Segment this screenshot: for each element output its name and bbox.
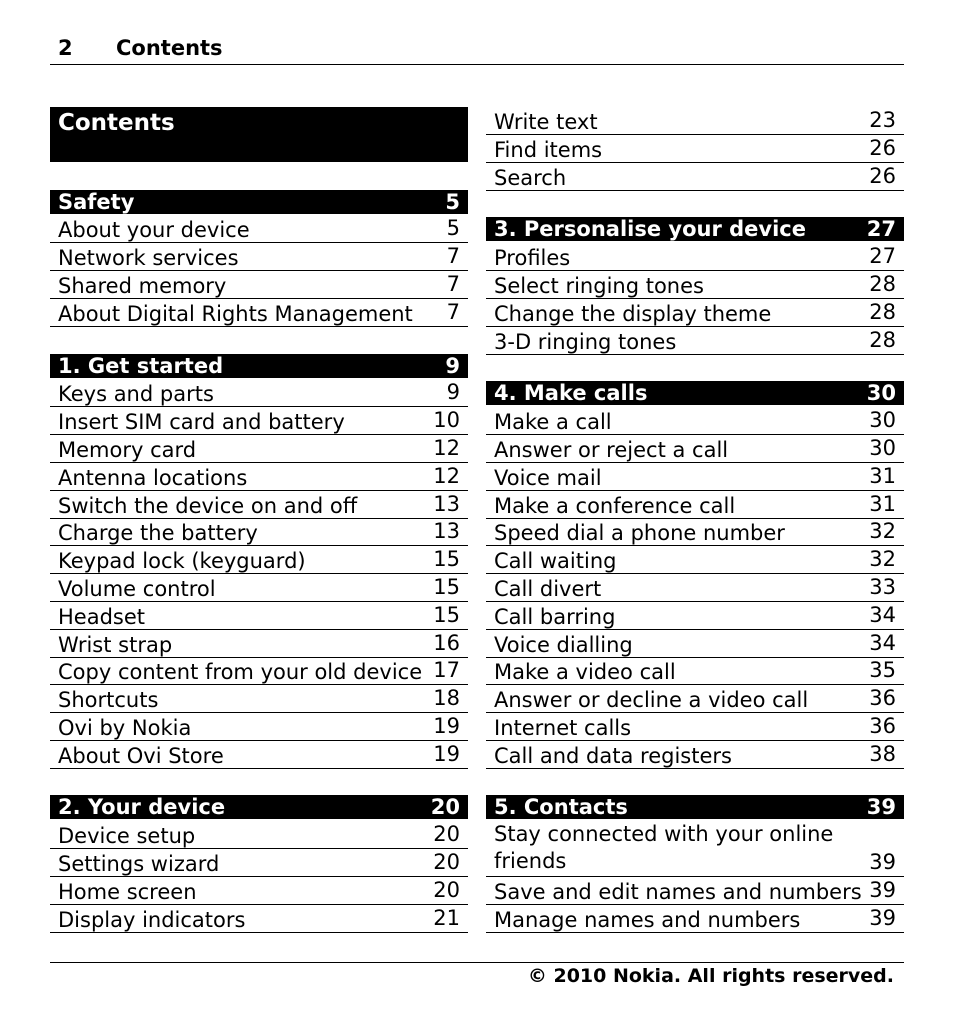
- toc-entry-title: Keypad lock (keyguard): [58, 549, 306, 573]
- toc-entry-page: 7: [446, 272, 460, 296]
- toc-entry-page: 20: [433, 822, 460, 846]
- toc-entry-title: Make a video call: [494, 660, 676, 684]
- toc-entry[interactable]: [50, 602, 468, 630]
- toc-entry[interactable]: [486, 741, 904, 769]
- toc-entry-title: Speed dial a phone number: [494, 521, 785, 545]
- toc-entry[interactable]: [486, 713, 904, 741]
- toc-section-page: 20: [430, 795, 460, 819]
- toc-entry-page: 36: [869, 686, 896, 710]
- toc-entry-title: Antenna locations: [58, 466, 248, 490]
- toc-entry-page: 13: [433, 492, 460, 516]
- toc-entry[interactable]: [486, 905, 904, 933]
- toc-entry-page: 20: [433, 850, 460, 874]
- toc-section-make-calls[interactable]: [486, 381, 904, 405]
- toc-entry-title: Insert SIM card and battery: [58, 410, 345, 434]
- toc-section-personalise[interactable]: [486, 217, 904, 241]
- toc-entry[interactable]: [486, 243, 904, 271]
- toc-section-your-device[interactable]: [50, 795, 468, 819]
- toc-entry[interactable]: [486, 271, 904, 299]
- toc-entry-page: 21: [433, 906, 460, 930]
- toc-entry-title: Copy content from your old device: [58, 660, 423, 684]
- toc-entry-title: Ovi by Nokia: [58, 716, 192, 740]
- toc-entry[interactable]: [486, 135, 904, 163]
- toc-entry[interactable]: [50, 821, 468, 849]
- toc-entry-title: Keys and parts: [58, 382, 214, 406]
- toc-entry-page: 28: [869, 272, 896, 296]
- toc-entry-title: Call and data registers: [494, 744, 732, 768]
- toc-entry-page: 28: [869, 328, 896, 352]
- toc-entry[interactable]: [486, 435, 904, 463]
- toc-entry-page: 17: [433, 658, 460, 682]
- header-title: Contents: [116, 36, 223, 60]
- toc-entry-page: 19: [433, 742, 460, 766]
- toc-entry-title: Profiles: [494, 246, 571, 270]
- toc-entry[interactable]: [50, 685, 468, 713]
- toc-entry-page: 28: [869, 300, 896, 324]
- toc-entry-title: Internet calls: [494, 716, 632, 740]
- toc-section-page: 30: [866, 381, 896, 405]
- toc-entry[interactable]: [50, 491, 468, 519]
- toc-entry[interactable]: [50, 630, 468, 658]
- toc-entry-page: 30: [869, 436, 896, 460]
- toc-entry-title: Home screen: [58, 880, 197, 904]
- toc-entry-title: Make a conference call: [494, 494, 736, 518]
- toc-entry[interactable]: [486, 602, 904, 630]
- toc-entry-title: Call waiting: [494, 549, 617, 573]
- toc-entry[interactable]: [50, 657, 468, 685]
- toc-entry-page: 15: [433, 547, 460, 571]
- toc-entry-title: Shortcuts: [58, 688, 159, 712]
- toc-entry-title: Memory card: [58, 438, 197, 462]
- toc-entry[interactable]: [486, 546, 904, 574]
- toc-entry-title: Write text: [494, 110, 598, 134]
- toc-entry[interactable]: [50, 546, 468, 574]
- toc-entry-title: Voice dialling: [494, 633, 633, 657]
- toc-entry-page: 30: [869, 408, 896, 432]
- toc-entry-title: Voice mail: [494, 466, 602, 490]
- toc-section-title: 4. Make calls: [494, 381, 648, 405]
- toc-entry-page: 34: [869, 603, 896, 627]
- toc-entry-page: 23: [869, 108, 896, 132]
- toc-entry-title: Shared memory: [58, 274, 227, 298]
- toc-section-title: 1. Get started: [58, 354, 224, 378]
- copyright-text: © 2010 Nokia. All rights reserved.: [527, 965, 894, 987]
- toc-section-page: 39: [866, 795, 896, 819]
- toc-entry-page: 31: [869, 492, 896, 516]
- toc-entry[interactable]: [486, 821, 904, 877]
- toc-entry-page: 34: [869, 631, 896, 655]
- toc-entry-page: 33: [869, 575, 896, 599]
- toc-entry[interactable]: [486, 107, 904, 135]
- toc-entry-title: Charge the battery: [58, 521, 258, 545]
- toc-entry-page: 16: [433, 631, 460, 655]
- toc-entry-title: Switch the device on and off: [58, 494, 358, 518]
- toc-entry-page: 39: [869, 850, 896, 874]
- toc-entry-title: Network services: [58, 246, 239, 270]
- toc-entry-title: Answer or decline a video call: [494, 688, 809, 712]
- toc-entry[interactable]: [50, 271, 468, 299]
- toc-entry[interactable]: [486, 630, 904, 658]
- toc-entry-page: 7: [446, 244, 460, 268]
- toc-entry-title: Select ringing tones: [494, 274, 704, 298]
- footer-divider: [50, 962, 904, 963]
- toc-entry-title: Change the display theme: [494, 302, 772, 326]
- toc-entry-page: 9: [446, 380, 460, 404]
- toc-entry[interactable]: [486, 463, 904, 491]
- toc-section-title: 5. Contacts: [494, 795, 628, 819]
- toc-entry[interactable]: [486, 685, 904, 713]
- toc-entry-title: Volume control: [58, 577, 216, 601]
- toc-entry-title: About Digital Rights Management: [58, 302, 413, 326]
- toc-entry-title: Search: [494, 166, 567, 190]
- toc-section-page: 9: [445, 354, 460, 378]
- toc-entry-title: Device setup: [58, 824, 196, 848]
- toc-entry[interactable]: [50, 877, 468, 905]
- toc-entry-page: 26: [869, 136, 896, 160]
- toc-entry-page: 15: [433, 603, 460, 627]
- toc-entry-title: Stay connected with your online friends: [494, 822, 834, 873]
- toc-entry-title: About your device: [58, 218, 250, 242]
- toc-section-page: 5: [445, 190, 460, 214]
- toc-entry-page: 13: [433, 519, 460, 543]
- toc-entry-title: Call divert: [494, 577, 602, 601]
- toc-entry-title: Manage names and numbers: [494, 908, 801, 932]
- toc-entry-page: 7: [446, 300, 460, 324]
- toc-entry[interactable]: [486, 518, 904, 546]
- toc-entry-page: 12: [433, 464, 460, 488]
- page-header: [50, 36, 904, 65]
- toc-section-get-started[interactable]: [50, 354, 468, 378]
- toc-entry-title: Headset: [58, 605, 146, 629]
- toc-entry[interactable]: [50, 435, 468, 463]
- toc-title: Contents: [50, 107, 468, 162]
- toc-entry-title: Answer or reject a call: [494, 438, 729, 462]
- toc-section-title: 2. Your device: [58, 795, 226, 819]
- toc-entry-page: 10: [433, 408, 460, 432]
- toc-entry[interactable]: [50, 713, 468, 741]
- toc-entry[interactable]: [486, 407, 904, 435]
- toc-entry-title: About Ovi Store: [58, 744, 224, 768]
- toc-entry[interactable]: [50, 215, 468, 243]
- toc-entry-title: Wrist strap: [58, 633, 173, 657]
- toc-entry[interactable]: [50, 243, 468, 271]
- toc-entry-page: 35: [869, 658, 896, 682]
- toc-entry-page: 38: [869, 742, 896, 766]
- toc-entry[interactable]: [486, 327, 904, 355]
- toc-entry-page: 27: [869, 244, 896, 268]
- toc-section-safety[interactable]: [50, 190, 468, 214]
- toc-entry-title: 3-D ringing tones: [494, 330, 677, 354]
- toc-entry[interactable]: [50, 407, 468, 435]
- toc-entry-page: 32: [869, 519, 896, 543]
- toc-section-page: 27: [866, 217, 896, 241]
- toc-entry-page: 20: [433, 878, 460, 902]
- toc-entry[interactable]: [50, 905, 468, 933]
- toc-entry[interactable]: [486, 574, 904, 602]
- toc-entry[interactable]: [486, 299, 904, 327]
- toc-entry-page: 39: [869, 878, 896, 902]
- toc-entry-title: Find items: [494, 138, 603, 162]
- toc-entry[interactable]: [486, 163, 904, 191]
- toc-entry-page: 39: [869, 906, 896, 930]
- toc-entry-page: 32: [869, 547, 896, 571]
- toc-section-title: 3. Personalise your device: [494, 217, 806, 241]
- toc-entry-page: 12: [433, 436, 460, 460]
- toc-entry[interactable]: [486, 657, 904, 685]
- toc-entry-page: 15: [433, 575, 460, 599]
- toc-entry[interactable]: [486, 491, 904, 519]
- toc-entry-page: 26: [869, 164, 896, 188]
- toc-section-contacts[interactable]: [486, 795, 904, 819]
- toc-entry-page: 19: [433, 714, 460, 738]
- toc-entry-title: Call barring: [494, 605, 616, 629]
- toc-entry[interactable]: [50, 463, 468, 491]
- toc-section-title: Safety: [58, 190, 135, 214]
- toc-entry-page: 18: [433, 686, 460, 710]
- toc-entry-title: Display indicators: [58, 908, 246, 932]
- toc-entry[interactable]: [50, 849, 468, 877]
- toc-entry-page: 5: [446, 216, 460, 240]
- toc-entry-title: Settings wizard: [58, 852, 220, 876]
- toc-entry-title: Make a call: [494, 410, 612, 434]
- toc-entry[interactable]: [50, 741, 468, 769]
- toc-entry[interactable]: [50, 299, 468, 327]
- toc-entry-page: 31: [869, 464, 896, 488]
- toc-entry[interactable]: [50, 574, 468, 602]
- toc-entry[interactable]: [50, 518, 468, 546]
- toc-entry[interactable]: [50, 379, 468, 407]
- toc-entry[interactable]: [486, 877, 904, 905]
- toc-entry-page: 36: [869, 714, 896, 738]
- page-number: 2: [58, 36, 73, 60]
- toc-entry-title: Save and edit names and numbers: [494, 880, 862, 904]
